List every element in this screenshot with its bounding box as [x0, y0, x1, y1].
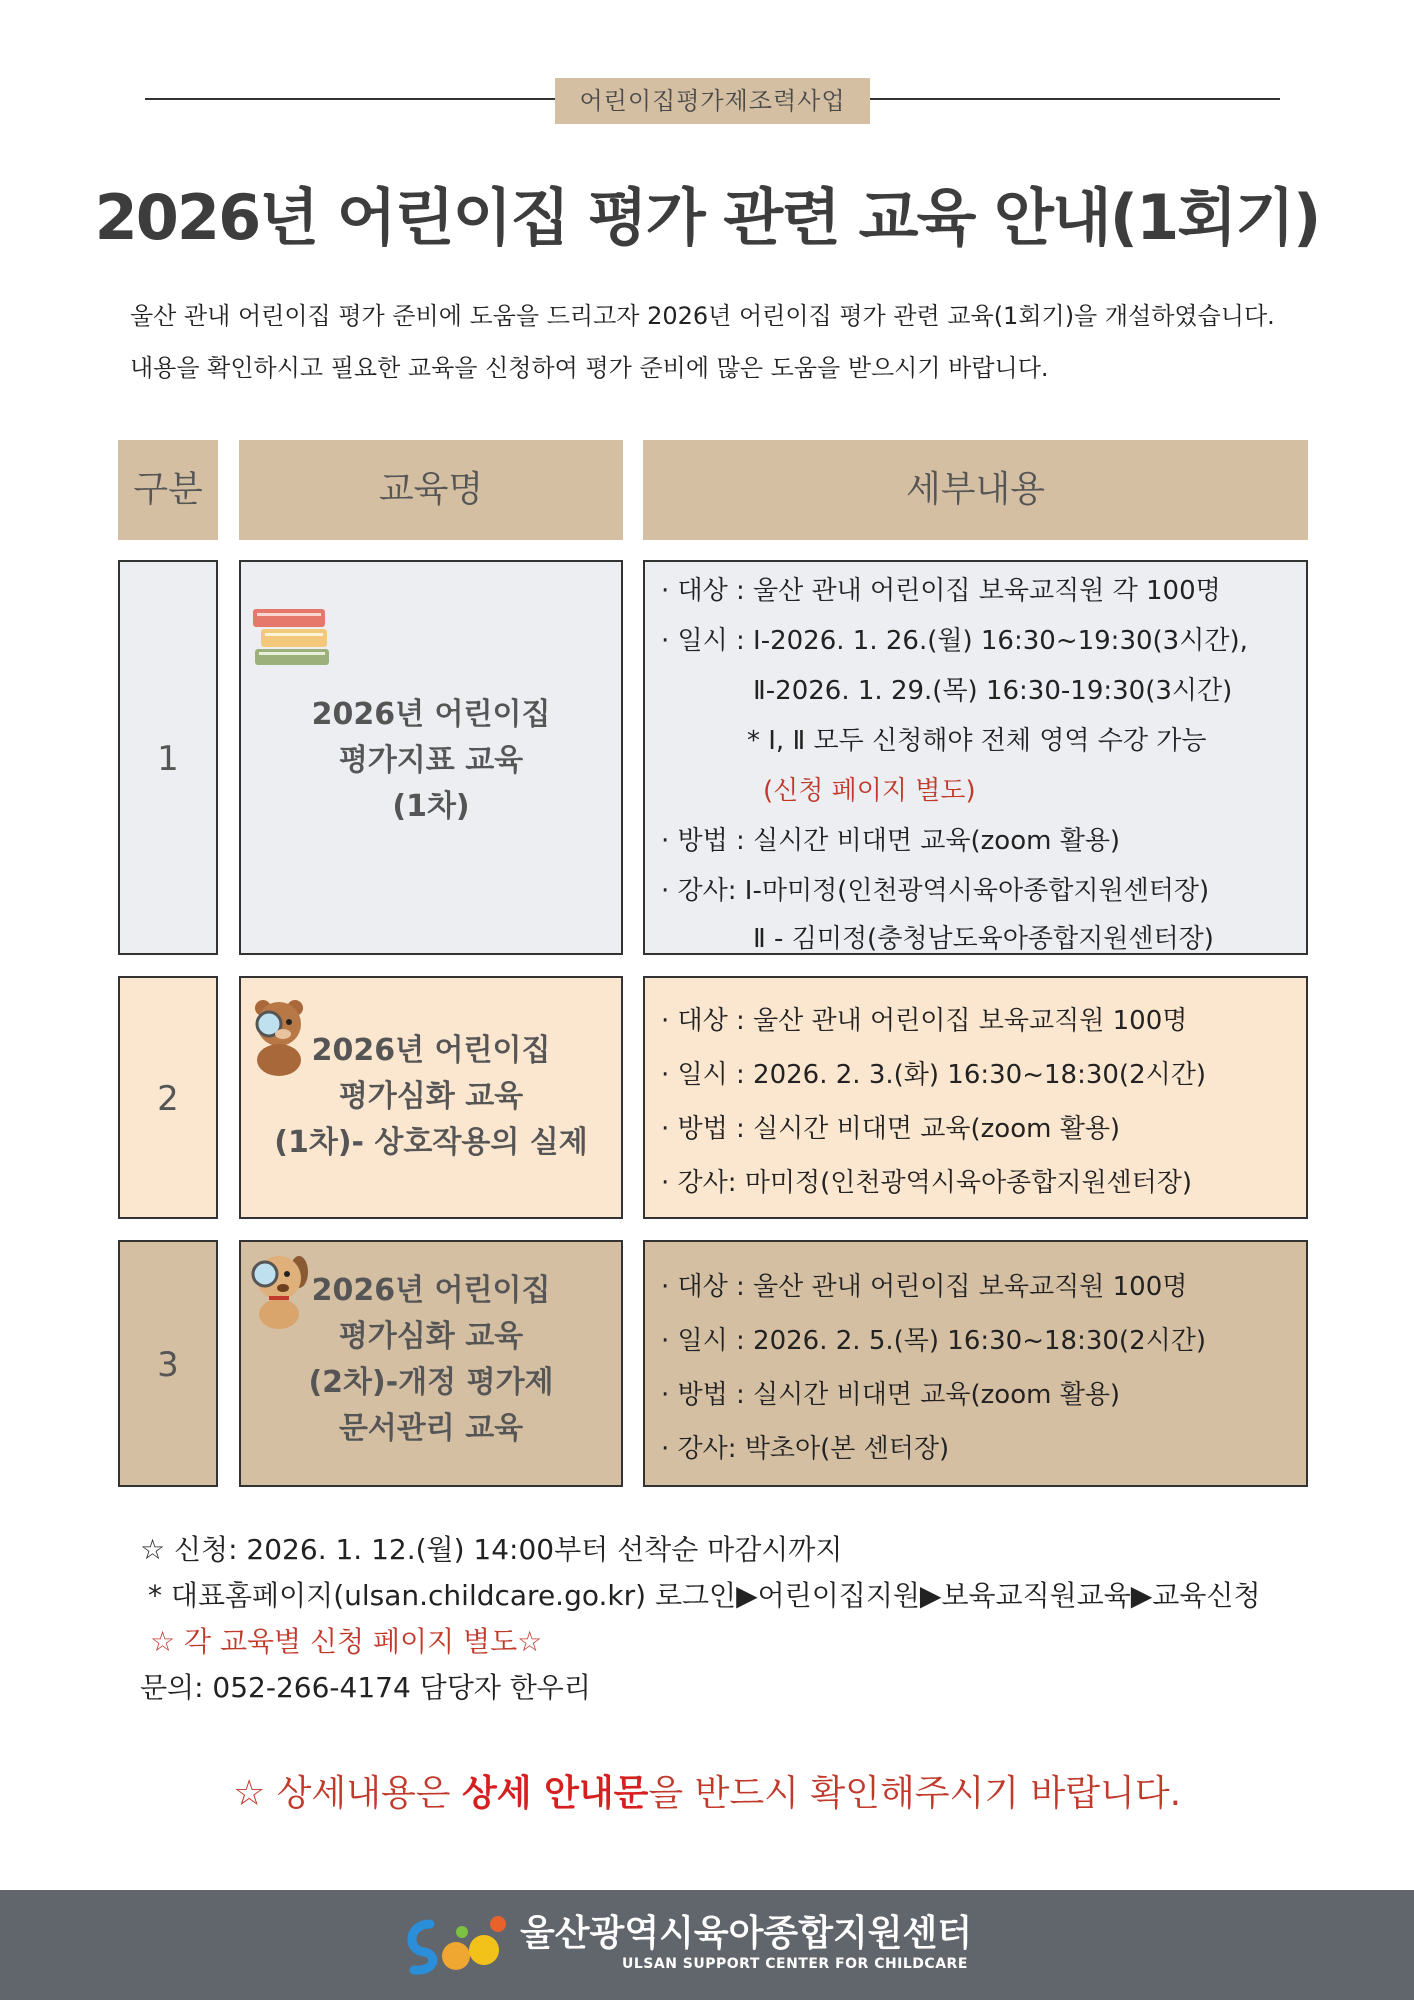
row-2-detail-instructor: · 강사: 마미정(인천광역시육아종합지원센터장): [661, 1168, 1193, 1198]
row-2-detail-target: · 대상 : 울산 관내 어린이집 보육교직원 100명: [661, 1006, 1188, 1036]
row-3-course: [239, 1240, 623, 1487]
row-1-detail-instructor-2: Ⅱ - 김미정(충청남도육아종합지원센터장): [753, 924, 1214, 954]
row-3-detail-target: · 대상 : 울산 관내 어린이집 보육교직원 100명: [661, 1272, 1188, 1302]
row-2-number: 2: [118, 976, 218, 1219]
row-1-detail-method: · 방법 : 실시간 비대면 교육(zoom 활용): [661, 826, 1121, 856]
row-1-detail-date-1: · 일시 : Ⅰ-2026. 1. 26.(월) 16:30~19:30(3시간),: [661, 626, 1248, 656]
row-3-details: [643, 1240, 1308, 1487]
detail-notice: [0, 1765, 1414, 1816]
row-3-course-line-4: 문서관리 교육: [338, 1411, 524, 1446]
intro-line-1: 울산 관내 어린이집 평가 준비에 도움을 드리고자 2026년 어린이집 평가 관련 교육(1회기)을 개설하였습니다.: [130, 302, 1275, 330]
page-title: 2026년 어린이집 평가 관련 교육 안내(1회기): [94, 181, 1320, 254]
row-2-details: [643, 976, 1308, 1219]
row-2-course-line-3: (1차)- 상호작용의 실제: [274, 1125, 588, 1160]
intro-line-2: 내용을 확인하시고 필요한 교육을 신청하여 평가 준비에 많은 도움을 받으시기 바랍니다.: [130, 354, 1049, 382]
header-cell-category: 구분: [118, 440, 218, 540]
row-1-detail-date-2: Ⅱ-2026. 1. 29.(목) 16:30-19:30(3시간): [753, 676, 1233, 706]
row-2-course-line-1: 2026년 어린이집: [311, 1033, 551, 1068]
apply-period: ☆ 신청: 2026. 1. 12.(월) 14:00부터 선착순 마감시까지: [140, 1533, 843, 1566]
footer-org-name: 울산광역시육아종합지원센터: [520, 1913, 973, 1954]
center-logo-icon: [402, 1910, 510, 1980]
row-2-detail-method: · 방법 : 실시간 비대면 교육(zoom 활용): [661, 1114, 1121, 1144]
row-1-course: [239, 560, 623, 955]
footer-org-name-en: ULSAN SUPPORT CENTER FOR CHILDCARE: [622, 1956, 968, 1972]
apply-separate-page: ☆ 각 교육별 신청 페이지 별도☆: [150, 1625, 543, 1658]
row-1-details: [643, 560, 1308, 955]
row-3-detail-instructor: · 강사: 박초아(본 센터장): [661, 1434, 950, 1464]
row-3-course-line-2: 평가심화 교육: [338, 1319, 524, 1354]
apply-path: * 대표홈페이지(ulsan.childcare.go.kr) 로그인▶어린이집지원▶보육교직원교육▶교육신청: [148, 1579, 1261, 1612]
row-3-detail-date: · 일시 : 2026. 2. 5.(목) 16:30~18:30(2시간): [661, 1326, 1206, 1356]
notice-prefix: ☆ 상세내용은: [232, 1773, 462, 1814]
header-cell-course: 교육명: [239, 440, 623, 540]
header-rule-left: [145, 98, 555, 100]
row-1-course-line-3: (1차): [392, 789, 470, 824]
row-3-number: 3: [118, 1240, 218, 1487]
row-3-course-line-3: (2차)-개정 평가제: [308, 1365, 554, 1400]
notice-bold: 상세 안내문: [461, 1773, 649, 1814]
row-3-course-line-1: 2026년 어린이집: [311, 1273, 551, 1308]
row-1-detail-instructor-1: · 강사: Ⅰ-마미정(인천광역시육아종합지원센터장): [661, 876, 1210, 906]
row-1-detail-separate: (신청 페이지 별도): [763, 776, 976, 806]
row-1-course-line-1: 2026년 어린이집: [311, 697, 551, 732]
row-1-course-line-2: 평가지표 교육: [338, 743, 524, 778]
contact-info: 문의: 052-266-4174 담당자 한우리: [140, 1671, 591, 1704]
header-rule-right: [870, 98, 1280, 100]
row-2-detail-date: · 일시 : 2026. 2. 3.(화) 16:30~18:30(2시간): [661, 1060, 1206, 1090]
header-tag: 어린이집평가제조력사업: [555, 78, 870, 124]
row-2-course-line-2: 평가심화 교육: [338, 1079, 524, 1114]
row-1-detail-note: * Ⅰ, Ⅱ 모두 신청해야 전체 영역 수강 가능: [747, 726, 1207, 756]
row-2-course: [239, 976, 623, 1219]
intro-text: [130, 290, 1300, 394]
notice-suffix: 을 반드시 확인해주시기 바랍니다.: [648, 1773, 1182, 1814]
row-3-detail-method: · 방법 : 실시간 비대면 교육(zoom 활용): [661, 1380, 1121, 1410]
books-icon: [249, 597, 339, 672]
header-cell-details: 세부내용: [643, 440, 1308, 540]
row-1-number: 1: [118, 560, 218, 955]
row-1-detail-target: · 대상 : 울산 관내 어린이집 보육교직원 각 100명: [661, 576, 1221, 606]
